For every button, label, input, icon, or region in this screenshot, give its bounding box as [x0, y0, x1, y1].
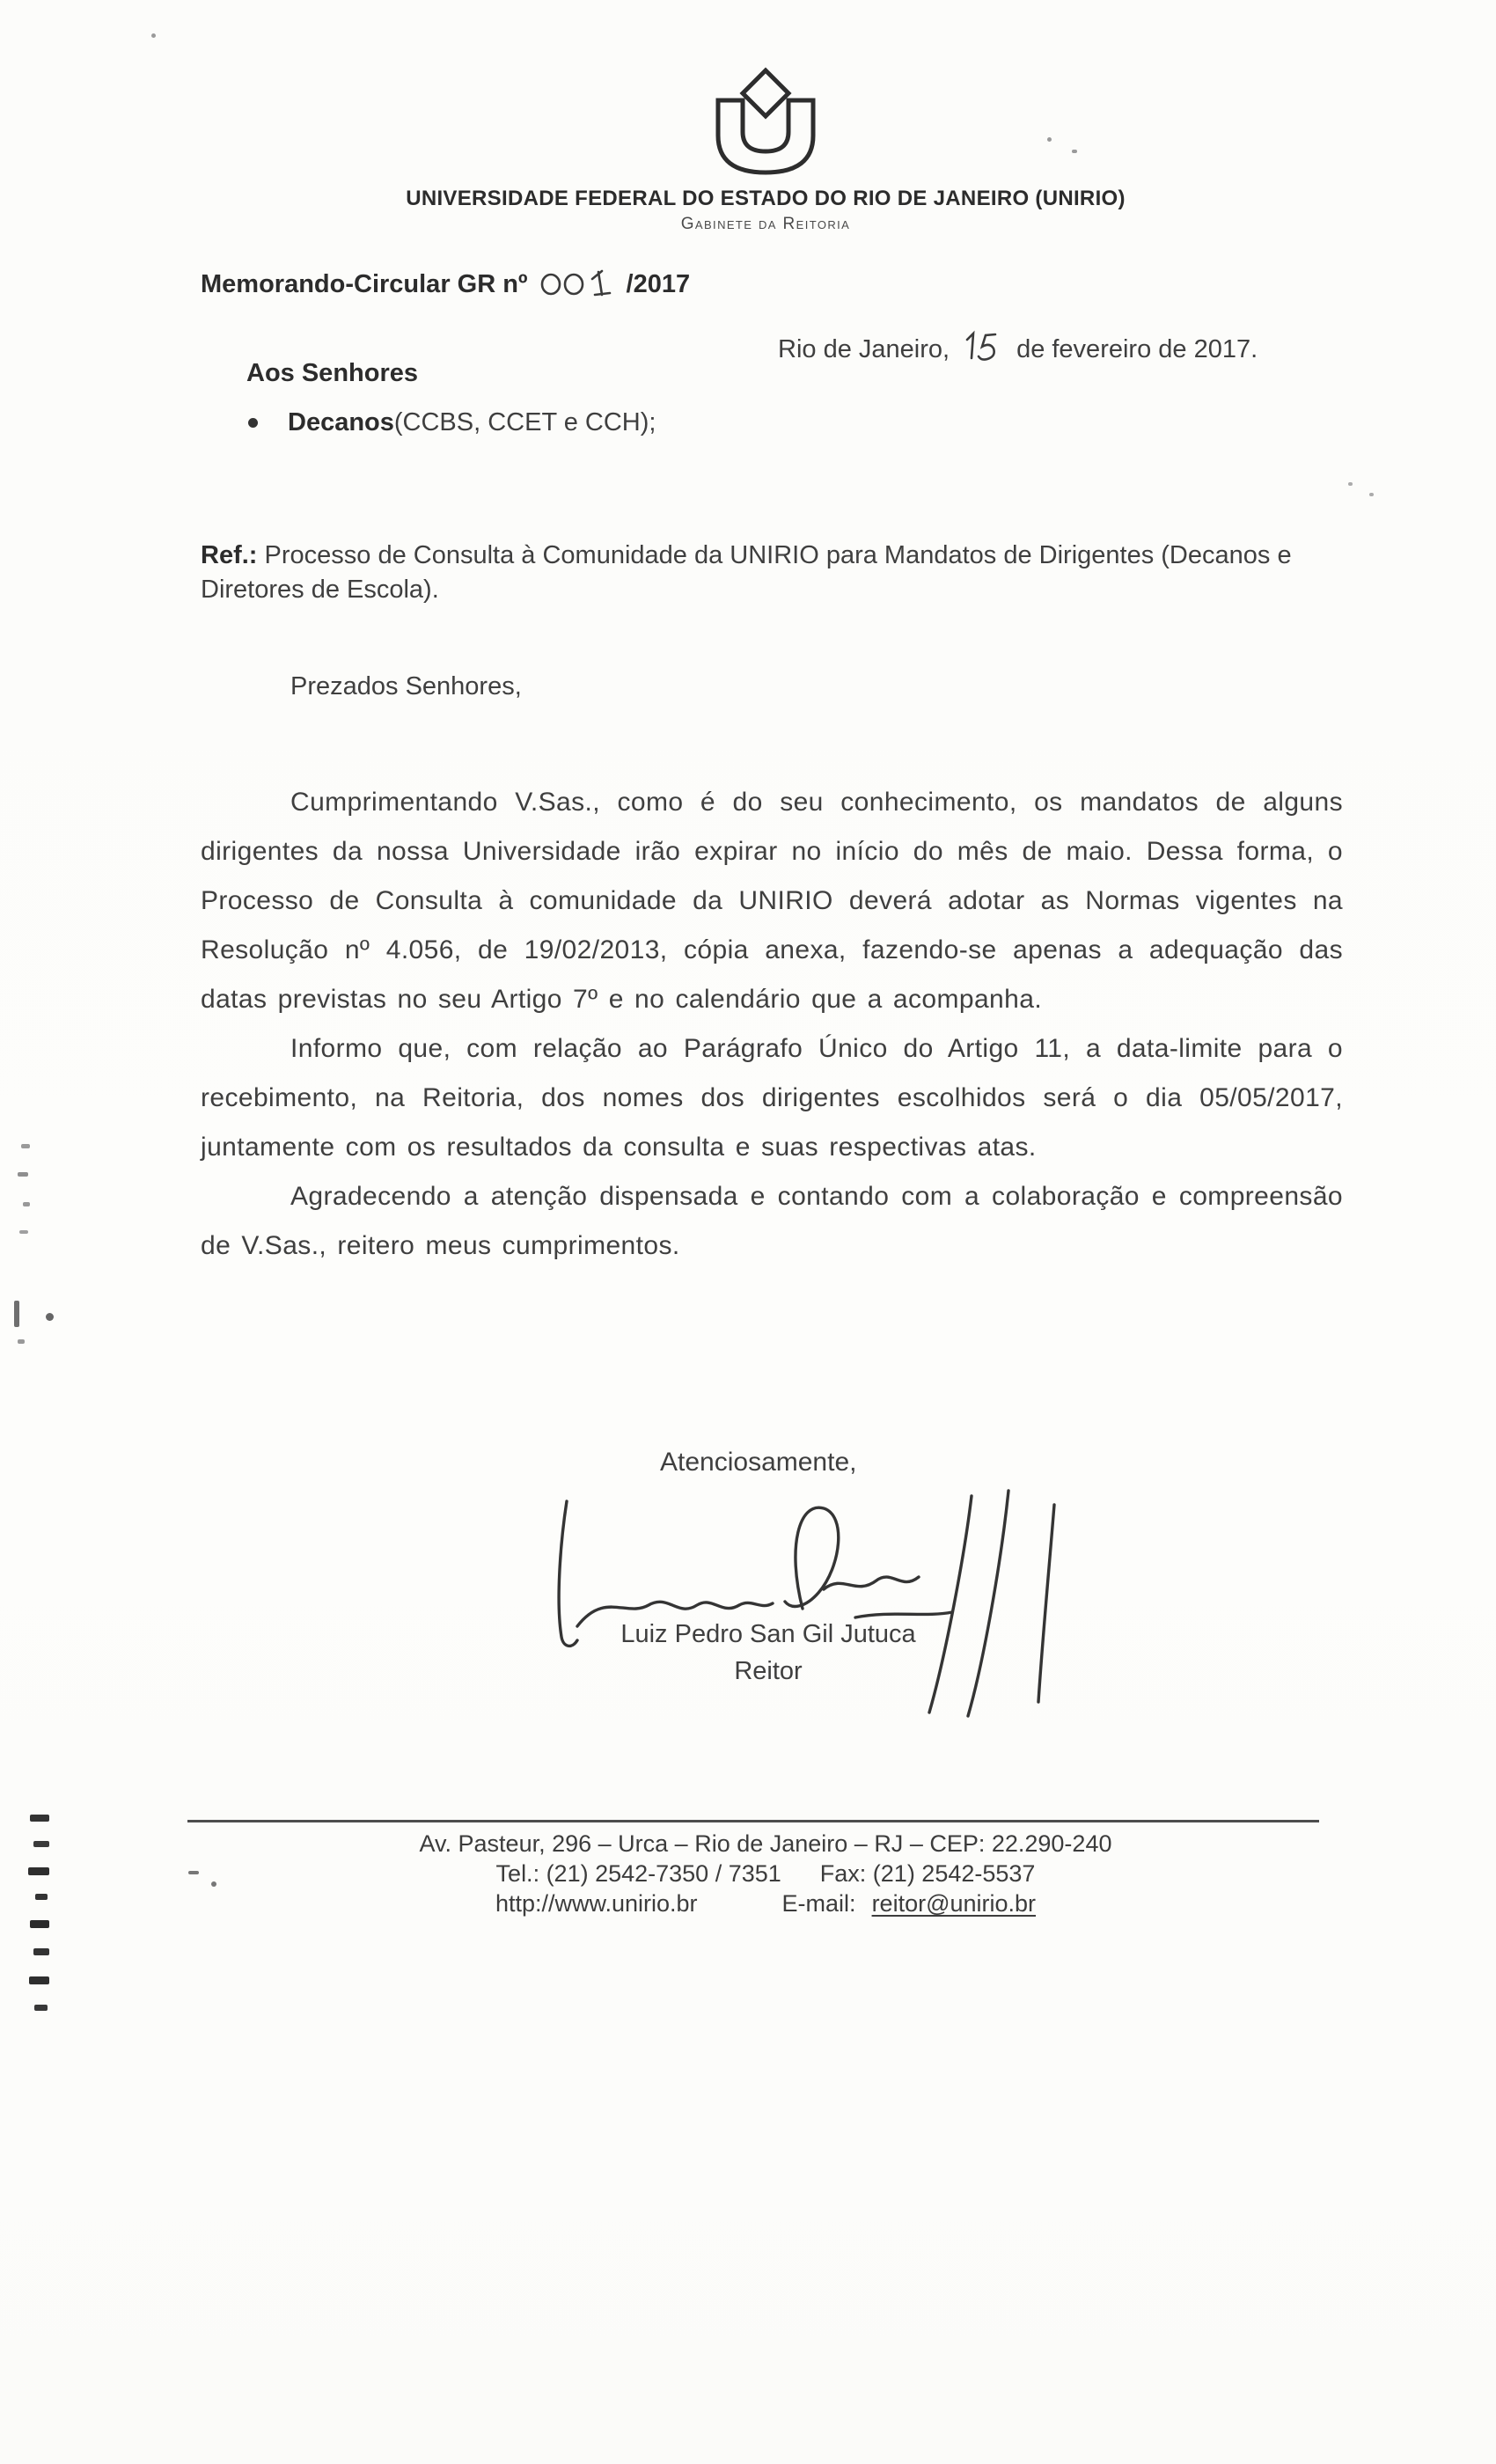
scan-artifact: [211, 1881, 216, 1887]
footer-website: http://www.unirio.br: [495, 1890, 698, 1917]
scan-artifact: [30, 1920, 49, 1928]
signer-name: Luiz Pedro San Gil Jutuca: [620, 1620, 916, 1648]
scan-artifact: [1072, 150, 1077, 153]
footer-email-label: E-mail:: [781, 1890, 856, 1917]
closing-salutation: Atenciosamente,: [660, 1448, 857, 1477]
scan-artifact: [35, 1894, 48, 1900]
scan-artifact: [19, 1230, 28, 1234]
memo-prefix: Memorando-Circular GR nº: [201, 269, 528, 298]
memo-suffix: /2017: [626, 269, 691, 298]
scan-artifact: [18, 1172, 28, 1177]
scan-artifact: [1369, 493, 1374, 496]
body-text: [201, 778, 1343, 1271]
recipient-name: Decanos: [288, 408, 394, 436]
recipient-detail: (CCBS, CCET e CCH);: [393, 408, 656, 436]
office-name: Gabinete da Reitoria: [680, 215, 851, 233]
reference-text: Processo de Consulta à Comunidade da UNIRIO para Mandatos de Dirigentes (Decanos e Diretores de Escola).: [201, 541, 1292, 604]
reference-line: [201, 539, 1359, 607]
reference-label: Ref.:: [201, 541, 258, 569]
footer-telephone: Tel.: (21) 2542-7350 / 7351: [495, 1860, 781, 1887]
scan-artifact: [29, 1976, 49, 1984]
scan-artifact: [28, 1867, 49, 1875]
scan-artifact: [33, 1948, 49, 1955]
scan-artifact: [23, 1202, 30, 1206]
paragraph: Informo que, com relação ao Parágrafo Único do Artigo 11, a data-limite para o recebimento, na Reitoria, dos nomes dos dirigentes escolhidos será o dia 05/05/2017, juntamente com os resultados da consulta e suas respectivas atas.: [201, 1034, 1343, 1162]
scan-artifact: [1348, 482, 1353, 486]
footer-address: Av. Pasteur, 296 – Urca – Rio de Janeiro – RJ – CEP: 22.290-240: [419, 1830, 1112, 1857]
scan-artifact: [34, 2005, 48, 2011]
footer-web-line: [172, 1888, 1360, 1918]
handwritten-memo-number: [537, 260, 618, 308]
greeting: Prezados Senhores,: [290, 672, 522, 700]
scan-artifact: [1047, 137, 1052, 142]
footer-divider: [187, 1820, 1319, 1822]
scan-artifact: [14, 1301, 19, 1327]
scan-artifact: [33, 1841, 49, 1847]
scan-artifact: [46, 1313, 54, 1321]
signer-title: Reitor: [734, 1657, 803, 1685]
paragraph: Agradecendo a atenção dispensada e contando com a colaboração e compreensão de V.Sas., reitero meus cumprimentos.: [201, 1182, 1343, 1260]
paragraph: Cumprimentando V.Sas., como é do seu conhecimento, os mandatos de alguns dirigentes da nossa Universidade irão expirar no início do mês de maio. Dessa forma, o Processo de Consulta à comunidade da UNIRIO deverá adotar as Normas vigentes na Resolução nº 4.056, de 19/02/2013, cópia anexa, fazendo-se apenas a adequação das datas previstas no seu Artigo 7º e no calendário que a acompanha.: [201, 788, 1343, 1014]
date-prefix: Rio de Janeiro,: [778, 334, 950, 363]
handwritten-date-day: [960, 327, 1006, 371]
recipient-item: [248, 408, 656, 437]
scan-artifact: [18, 1339, 25, 1344]
footer-fax: Fax: (21) 2542-5537: [819, 1860, 1036, 1887]
university-name: UNIVERSIDADE FEDERAL DO ESTADO DO RIO DE JANEIRO (UNIRIO): [406, 187, 1126, 210]
scan-artifact: [151, 33, 156, 38]
scan-artifact: [21, 1144, 30, 1148]
unirio-logo-icon: [704, 67, 827, 181]
footer-email: reitor@unirio.br: [871, 1890, 1037, 1917]
handwritten-signature: [539, 1485, 1075, 1741]
date-suffix: de fevereiro de 2017.: [1016, 334, 1258, 363]
recipients-salutation: Aos Senhores: [246, 359, 418, 387]
signature-block: [189, 1616, 1347, 1690]
memo-number-line: [201, 260, 690, 308]
footer: [172, 1829, 1360, 1918]
footer-phones: [172, 1859, 1360, 1888]
date-line: [778, 327, 1258, 371]
bullet-icon: [248, 418, 258, 428]
scan-artifact: [30, 1815, 49, 1822]
scan-artifact: [188, 1871, 199, 1874]
